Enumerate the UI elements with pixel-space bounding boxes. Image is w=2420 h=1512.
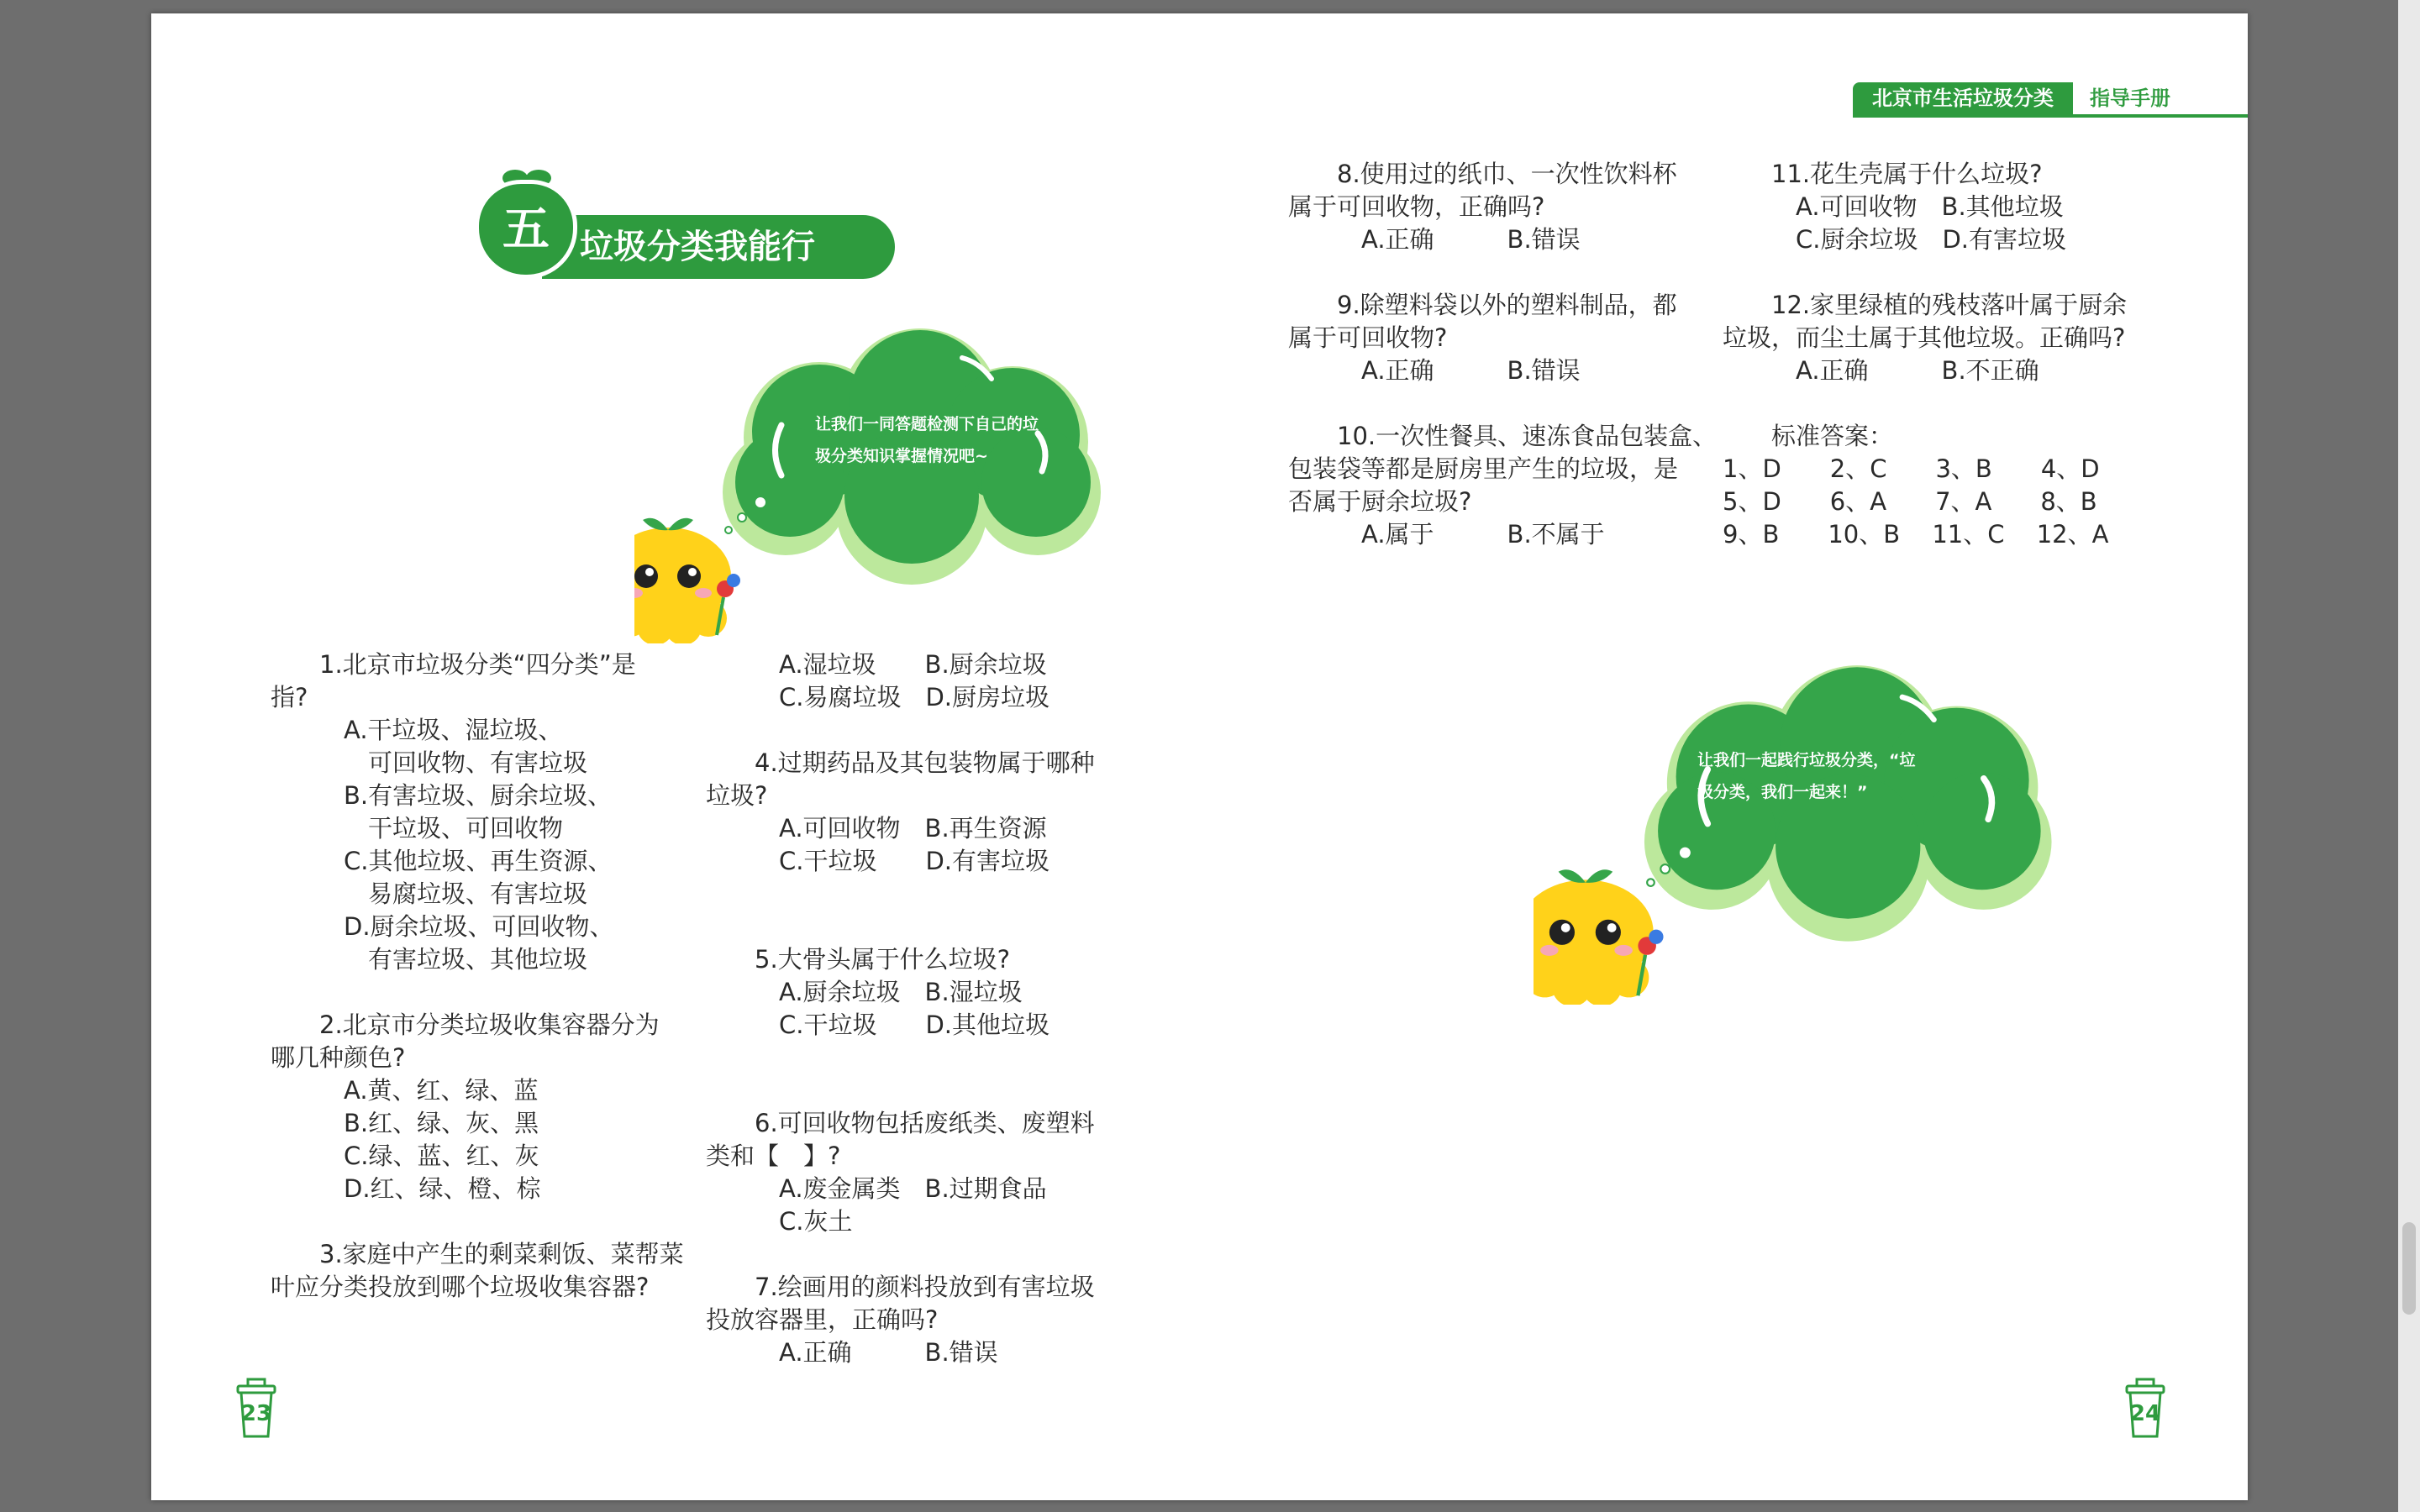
text-line: 干垃圾、可回收物 — [271, 814, 564, 843]
text-line: A.正确 B.错误 — [1288, 356, 1581, 385]
text-line: 标准答案： — [1723, 422, 1894, 450]
question-column-4 — [1723, 158, 2127, 551]
text-line: 易腐垃圾、有害垃圾 — [271, 879, 588, 908]
text-line: B.有害垃圾、厨余垃圾、 — [271, 781, 613, 810]
text-line — [706, 714, 1095, 747]
text-line — [271, 1205, 684, 1238]
section-heading: 垃圾分类我能行 — [580, 228, 815, 266]
text-line: A.可回收物 B.其他垃圾 — [1723, 192, 2064, 221]
header-title: 北京市生活垃圾分类 — [1853, 82, 2073, 114]
text-line: 否属于厨余垃圾? — [1288, 487, 1472, 516]
text-line — [1288, 387, 1717, 420]
text-line: 指? — [271, 683, 308, 711]
text-line: 12.家里绿植的残枝落叶属于厨余 — [1723, 291, 2128, 319]
section-title — [475, 156, 929, 291]
text-line: 4.过期药品及其包装物属于哪种 — [706, 748, 1095, 777]
text-line: C.厨余垃圾 D.有害垃圾 — [1723, 225, 2067, 254]
text-line: A.废金属类 B.过期食品 — [706, 1174, 1047, 1203]
text-line — [1723, 387, 2127, 420]
text-line: 10.一次性餐具、速冻食品包装盒、 — [1288, 422, 1718, 450]
header-rule — [1853, 114, 2248, 118]
text-line: 7.绘画用的颜料投放到有害垃圾 — [706, 1273, 1095, 1301]
text-line: 5.大骨头属于什么垃圾? — [706, 945, 1011, 974]
text-line — [271, 976, 684, 1009]
text-line: A.正确 B.错误 — [706, 1338, 998, 1367]
text-line: D.红、绿、橙、棕 — [271, 1174, 541, 1203]
text-line: 垃圾，而尘土属于其他垃圾。正确吗? — [1723, 323, 2126, 352]
text-line: 属于可回收物，正确吗? — [1288, 192, 1545, 221]
cloud-1-line-1: 让我们一同答题检测下自己的垃 — [815, 415, 1039, 433]
text-line: 投放容器里，正确吗? — [706, 1305, 939, 1334]
page-number-left: 23 — [231, 1374, 281, 1441]
text-line: C.其他垃圾、再生资源、 — [271, 847, 613, 875]
text-line: 6.可回收物包括废纸类、废塑料 — [706, 1109, 1095, 1137]
text-line: 5、D 6、A 7、A 8、B — [1723, 487, 2097, 516]
header-subtitle: 指导手册 — [2090, 87, 2170, 110]
text-line: C.干垃圾 D.其他垃圾 — [706, 1011, 1050, 1039]
text-line — [706, 1074, 1095, 1107]
section-number: 五 — [502, 202, 550, 257]
page-header — [1853, 74, 2248, 121]
text-line: B.红、绿、灰、黑 — [271, 1109, 539, 1137]
text-line: A.可回收物 B.再生资源 — [706, 814, 1047, 843]
text-line — [706, 1042, 1095, 1074]
text-line: 可回收物、有害垃圾 — [271, 748, 588, 777]
text-line: 叶应分类投放到哪个垃圾收集容器? — [271, 1273, 650, 1301]
text-line: 3.家庭中产生的剩菜剩饭、菜帮菜 — [271, 1240, 684, 1268]
text-line: C.干垃圾 D.有害垃圾 — [706, 847, 1050, 875]
text-line: C.灰土 — [706, 1207, 853, 1236]
text-line: 包装袋等都是厨房里产生的垃圾，是 — [1288, 454, 1679, 483]
speech-cloud-illustration — [634, 316, 1206, 643]
cloud-2-line-2: 圾分类，我们一起来！” — [1697, 783, 1868, 801]
text-line: 9、B 10、B 11、C 12、A — [1723, 520, 2109, 549]
text-line: A.干垃圾、湿垃圾、 — [271, 716, 563, 744]
text-line — [1723, 256, 2127, 289]
text-line: A.湿垃圾 B.厨余垃圾 — [706, 650, 1047, 679]
text-line: 哪几种颜色? — [271, 1043, 406, 1072]
text-line: 1、D 2、C 3、B 4、D — [1723, 454, 2100, 483]
vertical-scrollbar[interactable] — [2398, 0, 2420, 1512]
text-line: 属于可回收物? — [1288, 323, 1448, 352]
text-line: A.正确 B.不正确 — [1723, 356, 2039, 385]
text-line: 8.使用过的纸巾、一次性饮料杯 — [1288, 160, 1677, 188]
text-line: A.正确 B.错误 — [1288, 225, 1581, 254]
text-line — [1288, 256, 1717, 289]
text-line: A.厨余垃圾 B.湿垃圾 — [706, 978, 1023, 1006]
scrollbar-thumb[interactable] — [2402, 1222, 2416, 1315]
text-line: 垃圾? — [706, 781, 768, 810]
text-line: 2.北京市分类垃圾收集容器分为 — [271, 1011, 660, 1039]
speech-cloud-illustration-2 — [1534, 652, 2181, 1005]
document-page-spread — [151, 13, 2248, 1500]
text-line: C.易腐垃圾 D.厨房垃圾 — [706, 683, 1050, 711]
text-line — [706, 1238, 1095, 1271]
text-line: 9.除塑料袋以外的塑料制品，都 — [1288, 291, 1677, 319]
cloud-2-line-1: 让我们一起践行垃圾分类，“垃 — [1697, 751, 1916, 769]
text-line: 类和【 】? — [706, 1142, 841, 1170]
cloud-1-line-2: 圾分类知识掌握情况吧~ — [815, 447, 988, 465]
text-line: A.黄、红、绿、蓝 — [271, 1076, 539, 1105]
page-number-right: 24 — [2120, 1374, 2170, 1441]
text-line: A.属于 B.不属于 — [1288, 520, 1605, 549]
text-line: D.厨余垃圾、可回收物、 — [271, 912, 614, 941]
question-column-2 — [706, 648, 1095, 1369]
text-line — [706, 878, 1095, 911]
question-column-1 — [271, 648, 684, 1304]
question-column-3 — [1288, 158, 1717, 551]
text-line — [706, 911, 1095, 943]
text-line: 11.花生壳属于什么垃圾? — [1723, 160, 2043, 188]
text-line: C.绿、蓝、红、灰 — [271, 1142, 539, 1170]
text-line: 1.北京市垃圾分类“四分类”是 — [271, 650, 636, 679]
text-line: 有害垃圾、其他垃圾 — [271, 945, 588, 974]
